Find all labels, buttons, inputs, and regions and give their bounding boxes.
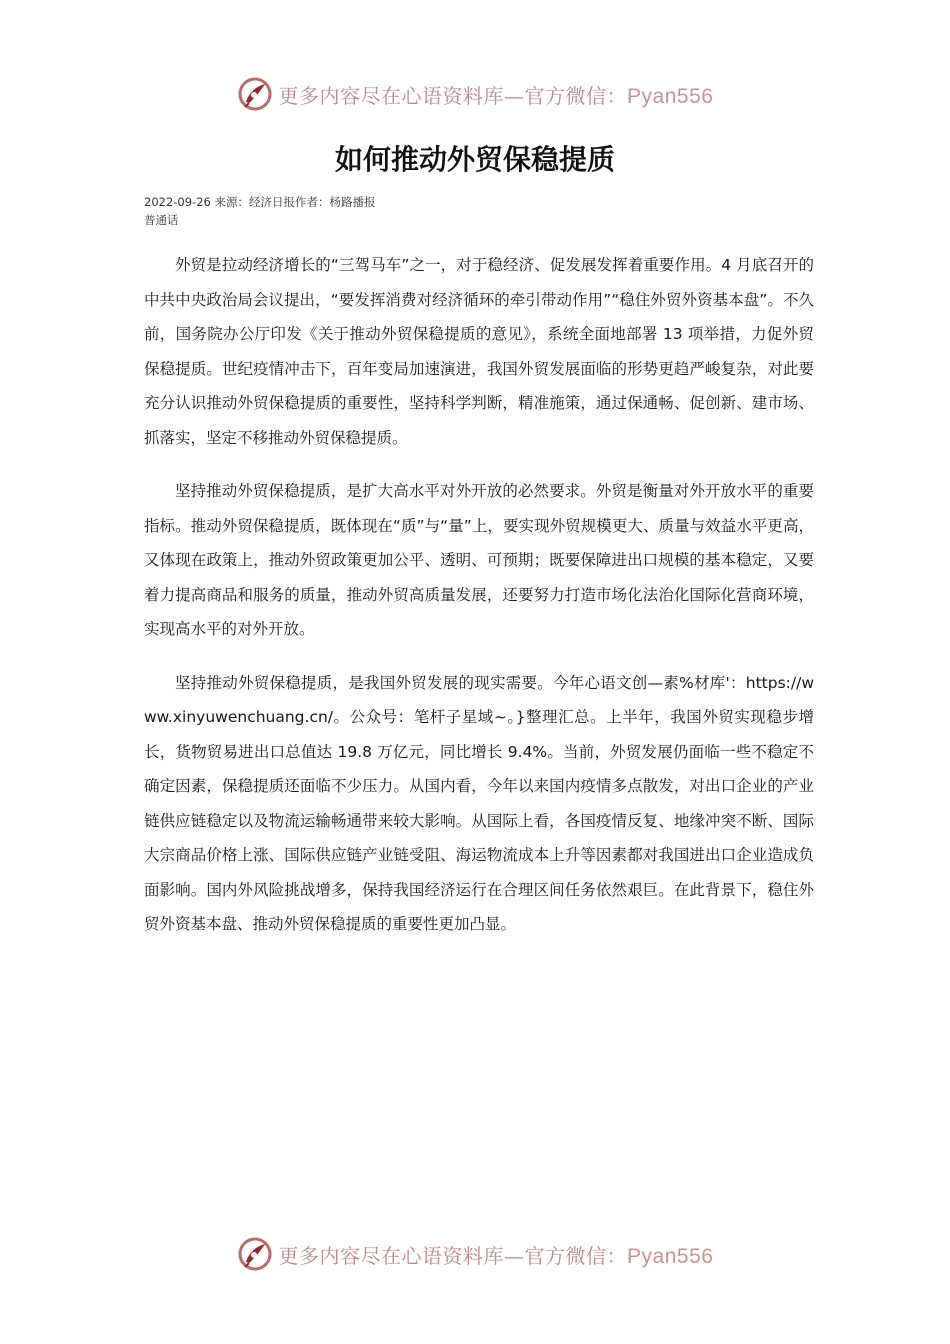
banner-text — [279, 1240, 714, 1269]
footer-banner — [0, 1232, 950, 1276]
logo-icon — [237, 76, 273, 112]
article-meta: 2022-09-26 来源：经济日报作者：杨路播报普通话 — [144, 195, 376, 227]
article-title: 如何推动外贸保稳提质 — [334, 143, 615, 176]
wechat-handle: Pyan556 — [627, 84, 714, 108]
wechat-handle: Pyan556 — [627, 1244, 714, 1268]
article-body — [144, 248, 814, 961]
logo-icon — [237, 1236, 273, 1272]
paragraph: 坚持推动外贸保稳提质，是扩大高水平对外开放的必然要求。外贸是衡量对外开放水平的重要指标。推动外贸保稳提质，既体现在“质”与“量”上，要实现外贸规模更大、质量与效益水平更高，又体现在政策上，推动外贸政策更加公平、透明、可预期；既要保障进出口规模的基本稳定，又要着力提高商品和服务的质量，推动外贸高质量发展，还要努力打造市场化法治化国际化营商环境，实现高水平的对外开放。 — [144, 482, 814, 638]
banner-slogan: 更多内容尽在心语资料库—官方微信： — [278, 83, 628, 108]
header-banner — [0, 72, 950, 116]
paragraph: 外贸是拉动经济增长的“三驾马车”之一，对于稳经济、促发展发挥着重要作用。4 月底召开的中共中央政治局会议提出，“要发挥消费对经济循环的牵引带动作用”“稳住外贸外资基本盘”。不久前，国务院办公厅印发《关于推动外贸保稳提质的意见》，系统全面地部署 13 项举措，力促外贸保稳提质。世纪疫情冲击下，百年变局加速演进，我国外贸发展面临的形势更趋严峻复杂，对此要充分认识推动外贸保稳提质的重要性，坚持科学判断，精准施策，通过保通畅、促创新、建市场、抓落实，坚定不移推动外贸保稳提质。 — [144, 256, 814, 447]
banner-slogan: 更多内容尽在心语资料库—官方微信： — [278, 1243, 628, 1268]
paragraph: 坚持推动外贸保稳提质，是我国外贸发展的现实需要。今年心语文创—素%材库'：https://www.xinyuwenchuang.cn/。公众号：笔杆子星域~。}整理汇总。上半年，我国外贸实现稳步增长，货物贸易进出口总值达 19.8 万亿元，同比增长 9.4%。当前，外贸发展仍面临一些不稳定不确定因素，保稳提质还面临不少压力。从国内看，今年以来国内疫情多点散发，对出口企业的产业链供应链稳定以及物流运输畅通带来较大影响。从国际上看，各国疫情反复、地缘冲突不断、国际大宗商品价格上涨、国际供应链产业链受阻、海运物流成本上升等因素都对我国进出口企业造成负面影响。国内外风险挑战增多，保持我国经济运行在合理区间任务依然艰巨。在此背景下，稳住外贸外资基本盘、推动外贸保稳提质的重要性更加凸显。 — [144, 673, 814, 933]
banner-text — [279, 80, 714, 109]
